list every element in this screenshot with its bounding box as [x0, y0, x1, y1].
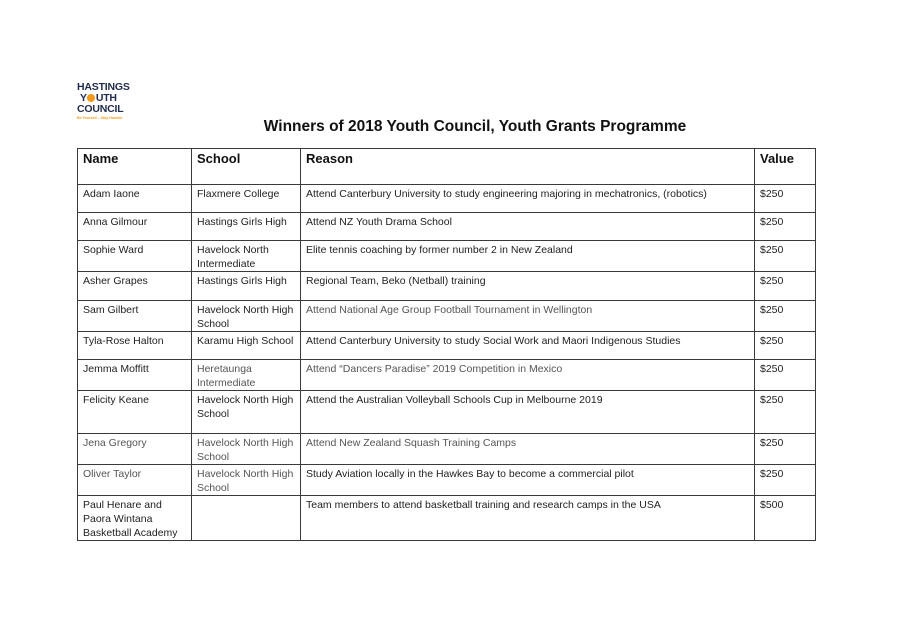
cell-reason: Attend NZ Youth Drama School: [301, 213, 755, 241]
column-header-value: Value: [755, 149, 816, 185]
cell-name: Anna Gilmour: [78, 213, 192, 241]
cell-reason: Attend New Zealand Squash Training Camps: [301, 434, 755, 465]
logo-letter-y: Y: [80, 92, 87, 104]
cell-value: $250: [755, 332, 816, 360]
cell-name: Tyla-Rose Halton: [78, 332, 192, 360]
cell-value: $250: [755, 185, 816, 213]
cell-value: $250: [755, 360, 816, 391]
cell-school: Hastings Girls High: [192, 272, 301, 301]
table-row: [78, 301, 816, 332]
table-row: [78, 465, 816, 496]
cell-value: $250: [755, 272, 816, 301]
cell-name: Sophie Ward: [78, 241, 192, 272]
orange-ball-icon: [87, 94, 95, 102]
table-row: [78, 185, 816, 213]
cell-name: Jena Gregory: [78, 434, 192, 465]
table-row: [78, 241, 816, 272]
winners-table: [77, 148, 816, 541]
table-row: [78, 332, 816, 360]
logo-tagline: Be Yourself – Stay Humble: [77, 116, 123, 120]
cell-value: $250: [755, 301, 816, 332]
cell-school: Havelock North Intermediate: [192, 241, 301, 272]
cell-value: $250: [755, 241, 816, 272]
table-row: [78, 434, 816, 465]
cell-value: $250: [755, 391, 816, 434]
table-row: [78, 496, 816, 541]
cell-reason: Attend “Dancers Paradise” 2019 Competition in Mexico: [301, 360, 755, 391]
cell-reason: Attend the Australian Volleyball Schools Cup in Melbourne 2019: [301, 391, 755, 434]
cell-name: Adam Iaone: [78, 185, 192, 213]
cell-name: Felicity Keane: [78, 391, 192, 434]
hastings-youth-council-logo: [77, 82, 139, 121]
cell-school: Havelock North High School: [192, 465, 301, 496]
cell-name: Oliver Taylor: [78, 465, 192, 496]
cell-school: Havelock North High School: [192, 434, 301, 465]
cell-name: Asher Grapes: [78, 272, 192, 301]
table-row: [78, 213, 816, 241]
cell-reason: Elite tennis coaching by former number 2 in New Zealand: [301, 241, 755, 272]
cell-school: Heretaunga Intermediate: [192, 360, 301, 391]
cell-name: Jemma Moffitt: [78, 360, 192, 391]
cell-school: Havelock North High School: [192, 301, 301, 332]
table-row: [78, 360, 816, 391]
cell-school: [192, 496, 301, 541]
logo-letters-uth: UTH: [95, 92, 117, 104]
cell-reason: Attend Canterbury University to study Social Work and Maori Indigenous Studies: [301, 332, 755, 360]
cell-school: Hastings Girls High: [192, 213, 301, 241]
cell-school: Karamu High School: [192, 332, 301, 360]
cell-reason: Regional Team, Beko (Netball) training: [301, 272, 755, 301]
column-header-school: School: [192, 149, 301, 185]
cell-reason: Attend Canterbury University to study engineering majoring in mechatronics, (robotics): [301, 185, 755, 213]
table-header-row: [78, 149, 816, 185]
cell-value: $250: [755, 213, 816, 241]
column-header-name: Name: [78, 149, 192, 185]
cell-value: $500: [755, 496, 816, 541]
page-title: Winners of 2018 Youth Council, Youth Grants Programme: [263, 118, 687, 135]
cell-school: Flaxmere College: [192, 185, 301, 213]
table-row: [78, 391, 816, 434]
cell-value: $250: [755, 465, 816, 496]
logo-line-hastings: HASTINGS: [77, 81, 130, 93]
cell-school: Havelock North High School: [192, 391, 301, 434]
cell-reason: Attend National Age Group Football Tournament in Wellington: [301, 301, 755, 332]
cell-value: $250: [755, 434, 816, 465]
table-row: [78, 272, 816, 301]
cell-name: Paul Henare and Paora Wintana Basketball Academy: [78, 496, 192, 541]
cell-name: Sam Gilbert: [78, 301, 192, 332]
cell-reason: Team members to attend basketball training and research camps in the USA: [301, 496, 755, 541]
cell-reason: Study Aviation locally in the Hawkes Bay to become a commercial pilot: [301, 465, 755, 496]
logo-line-council: COUNCIL: [77, 103, 124, 115]
column-header-reason: Reason: [301, 149, 755, 185]
